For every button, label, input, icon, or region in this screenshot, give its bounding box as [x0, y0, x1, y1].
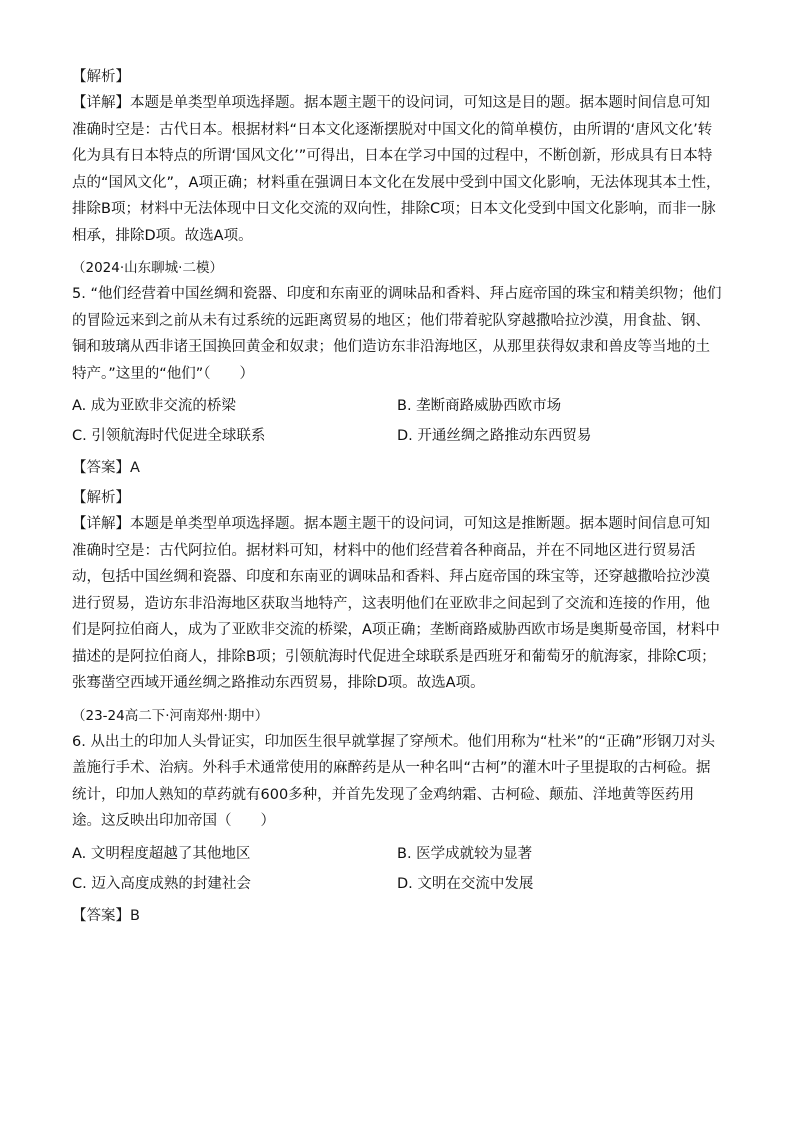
- question-stem: 5. “他们经营着中国丝绸和瓷器、印度和东南亚的调味品和香料、拜占庭帝国的珠宝和精美织物；他们的冒险远来到之前从未有过系统的远距离贸易的地区；他们带着驼队穿越撒哈拉沙漠，用食盐、钢、铜和玻璃从西非诸王国换回黄金和奴隶；他们造访东非沿海地区，从那里获得奴隶和兽皮等当地的土特产。”这里的“他们”（ ）: [72, 286, 722, 382]
- answer-options: [72, 839, 722, 899]
- option-b: B. 垄断商路威胁西欧市场: [397, 398, 562, 414]
- detailed-explanation: 【详解】本题是单类型单项选择题。据本题主题干的设问词，可知这是推断题。据本题时间信息可知准确时空是：古代阿拉伯。据材料可知，材料中的他们经营着各种商品，并在不同地区进行贸易活动，包括中国丝绸和瓷器、印度和东南亚的调味品和香料、拜占庭帝国的珠宝等，还穿越撒哈拉沙漠进行贸易，造访东非沿海地区获取当地特产，这表明他们在亚欧非之间起到了交流和连接的作用，他们是阿拉伯商人，成为了亚欧非交流的桥梁，A项正确；垄断商路威胁西欧市场是奥斯曼帝国，材料中描述的是阿拉伯商人，排除B项；引领航海时代促进全球联系是西班牙和葡萄牙的航海家，排除C项；张骞凿空西域开通丝绸之路推动东西贸易，排除D项。故选A项。: [72, 516, 720, 691]
- option-a: A. 成为亚欧非交流的桥梁: [72, 398, 236, 414]
- option-d: D. 文明在交流中发展: [397, 875, 534, 892]
- option-c: C. 引领航海时代促进全球联系: [72, 428, 266, 444]
- answer-label: 【答案】B: [72, 907, 140, 924]
- analysis-label: 【解析】: [72, 490, 130, 506]
- question-source: （23-24高二下·河南郑州·期中）: [72, 707, 269, 724]
- answer-label: 【答案】A: [72, 460, 140, 476]
- option-b: B. 医学成就较为显著: [397, 845, 533, 862]
- question-source: （2024·山东聊城·二模）: [72, 260, 223, 276]
- question-stem: 6. 从出土的印加人头骨证实，印加医生很早就掌握了穿颅术。他们用称为“杜米”的“正确”形钢刀对头盖施行手术、治病。外科手术通常使用的麻醉药是从一种名叫“古柯”的灌木叶子里提取的古柯硷。据统计，印加人熟知的草药就有600多种，并首先发现了金鸡纳霜、古柯硷、颠茄、洋地黄等医药用途。这反映出印加帝国（ ）: [72, 733, 715, 829]
- answer-options: [72, 391, 722, 451]
- detailed-explanation: 【详解】本题是单类型单项选择题。据本题主题干的设问词，可知这是目的题。据本题时间信息可知准确时空是：古代日本。根据材料“日本文化逐渐摆脱对中国文化的简单模仿，由所谓的‘唐风文化’转化为具有日本特点的所谓‘国风文化’”可得出，日本在学习中国的过程中，不断创新，形成具有日本特点的“国风文化”，A项正确；材料重在强调日本文化在发展中受到中国文化影响，无法体现其本土性，排除B项；材料中无法体现中日文化交流的双向性，排除C项；日本文化受到中国文化影响，而非一脉相承，排除D项。故选A项。: [72, 95, 721, 244]
- option-a: A. 文明程度超越了其他地区: [72, 845, 251, 862]
- analysis-label: 【解析】: [72, 69, 130, 85]
- option-c: C. 迈入高度成熟的封建社会: [72, 875, 251, 892]
- option-d: D. 开通丝绸之路推动东西贸易: [397, 428, 592, 444]
